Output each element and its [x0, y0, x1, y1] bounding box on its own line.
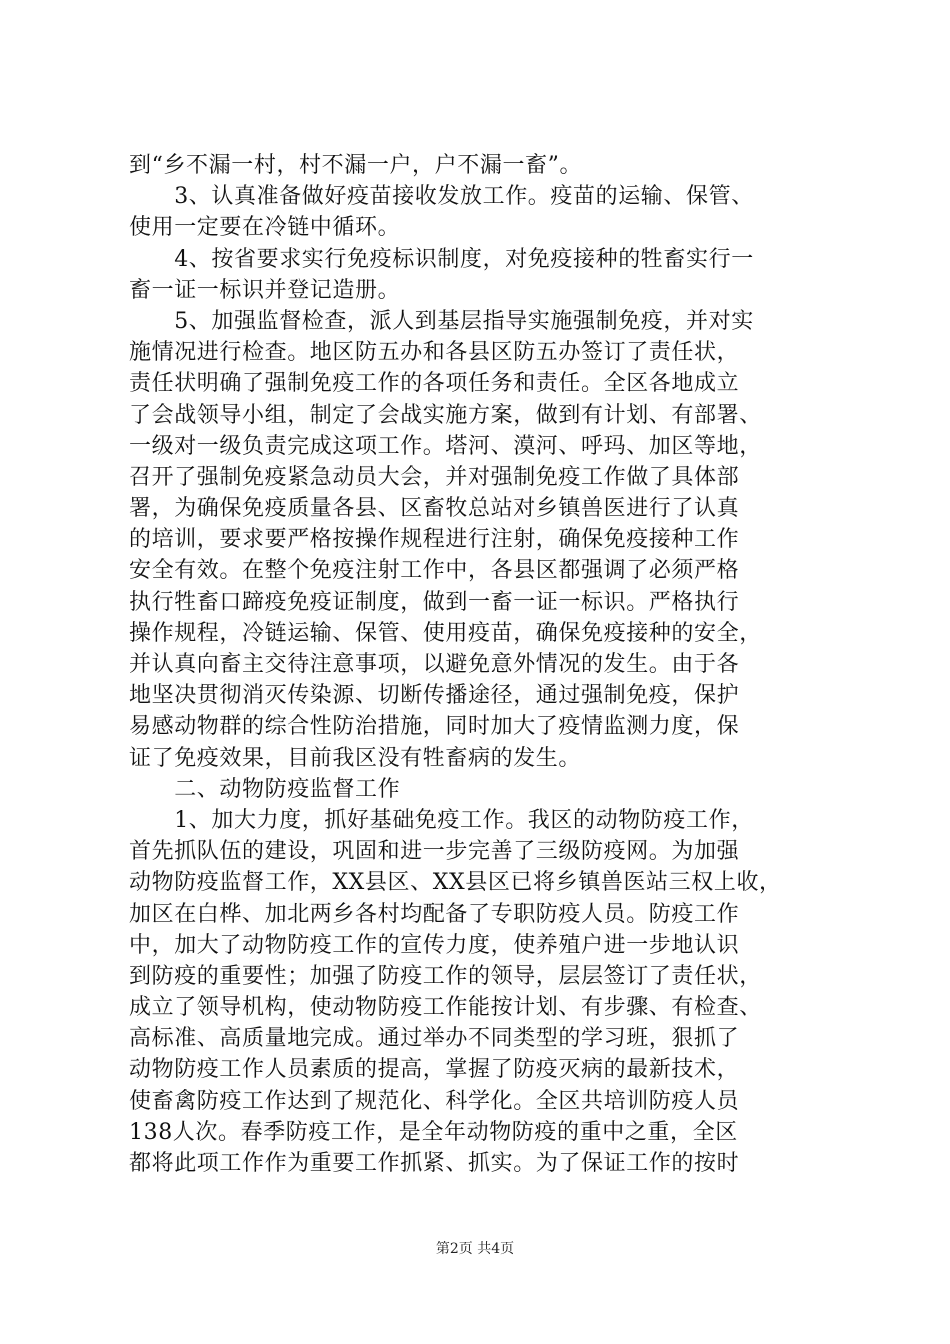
text-line: 证了免疫效果，目前我区没有牲畜病的发生。 [129, 745, 582, 771]
text-line: 加区在白桦、加北两乡各村均配备了专职防疫人员。防疫工作 [129, 901, 740, 927]
text-line: 成立了领导机构，使动物防疫工作能按计划、有步骤、有检查、 [129, 995, 762, 1021]
page-number-footer: 第2页 共4页 [435, 1241, 515, 1257]
text-line: 到“乡不漏一村，村不漏一户，户不漏一畜”。 [129, 153, 583, 178]
text-line: 并认真向畜主交待注意事项，以避免意外情况的发生。由于各 [129, 652, 740, 677]
text-line: 易感动物群的综合性防治措施，同时加大了疫情监测力度，保 [129, 714, 740, 740]
text-line: 畜一证一标识并登记造册。 [129, 277, 401, 303]
text-line: 的培训，要求要严格按操作规程进行注射，确保免疫接种工作 [129, 527, 740, 553]
text-line: 3、认真准备做好疫苗接收发放工作。疫苗的运输、保管、 [129, 184, 754, 210]
text-line: 召开了强制免疫紧急动员大会，并对强制免疫工作做了具体部 [129, 464, 740, 490]
text-line: 都将此项工作作为重要工作抓紧、抓实。为了保证工作的按时 [129, 1151, 740, 1176]
document-body [129, 150, 829, 1179]
text-line: 使畜禽防疫工作达到了规范化、科学化。全区共培训防疫人员 [129, 1088, 740, 1114]
text-line: 责任状明确了强制免疫工作的各项任务和责任。全区各地成立 [129, 371, 740, 397]
text-line: 138人次。春季防疫工作，是全年动物防疫的重中之重，全区 [129, 1119, 738, 1145]
text-line: 5、加强监督检查，派人到基层指导实施强制免疫，并对实 [129, 308, 754, 334]
text-line: 动物防疫工作人员素质的提高，掌握了防疫灭病的最新技术， [129, 1057, 740, 1083]
text-line: 1、加大力度，抓好基础免疫工作。我区的动物防疫工作， [129, 807, 754, 833]
text-line: 到防疫的重要性；加强了防疫工作的领导，层层签订了责任状， [129, 963, 762, 989]
text-line: 地坚决贯彻消灭传染源、切断传播途径，通过强制免疫，保护 [129, 683, 740, 709]
text-line: 4、按省要求实行免疫标识制度，对免疫接种的牲畜实行一 [129, 246, 754, 272]
text-line: 一级对一级负责完成这项工作。塔河、漠河、呼玛、加区等地， [129, 433, 762, 459]
text-line: 执行牲畜口蹄疫免疫证制度，做到一畜一证一标识。严格执行 [129, 589, 740, 615]
text-line: 中，加大了动物防疫工作的宣传力度，使养殖户进一步地认识 [129, 932, 740, 958]
text-line: 高标准、高质量地完成。通过举办不同类型的学习班，狠抓了 [129, 1026, 740, 1052]
text-line: 署，为确保免疫质量各县、区畜牧总站对乡镇兽医进行了认真 [129, 496, 740, 522]
text-line: 操作规程，冷链运输、保管、使用疫苗，确保免疫接种的安全， [129, 620, 762, 646]
text-line: 安全有效。在整个免疫注射工作中，各县区都强调了必须严格 [129, 558, 740, 584]
section-heading: 二、动物防疫监督工作 [129, 776, 401, 802]
text-line: 施情况进行检查。地区防五办和各县区防五办签订了责任状， [129, 340, 740, 366]
text-line: 动物防疫监督工作，XX县区、XX县区已将乡镇兽医站三权上收， [129, 870, 782, 896]
text-line: 了会战领导小组，制定了会战实施方案，做到有计划、有部署、 [129, 402, 762, 428]
text-line: 使用一定要在冷链中循环。 [129, 215, 401, 241]
text-line: 首先抓队伍的建设，巩固和进一步完善了三级防疫网。为加强 [129, 839, 740, 865]
